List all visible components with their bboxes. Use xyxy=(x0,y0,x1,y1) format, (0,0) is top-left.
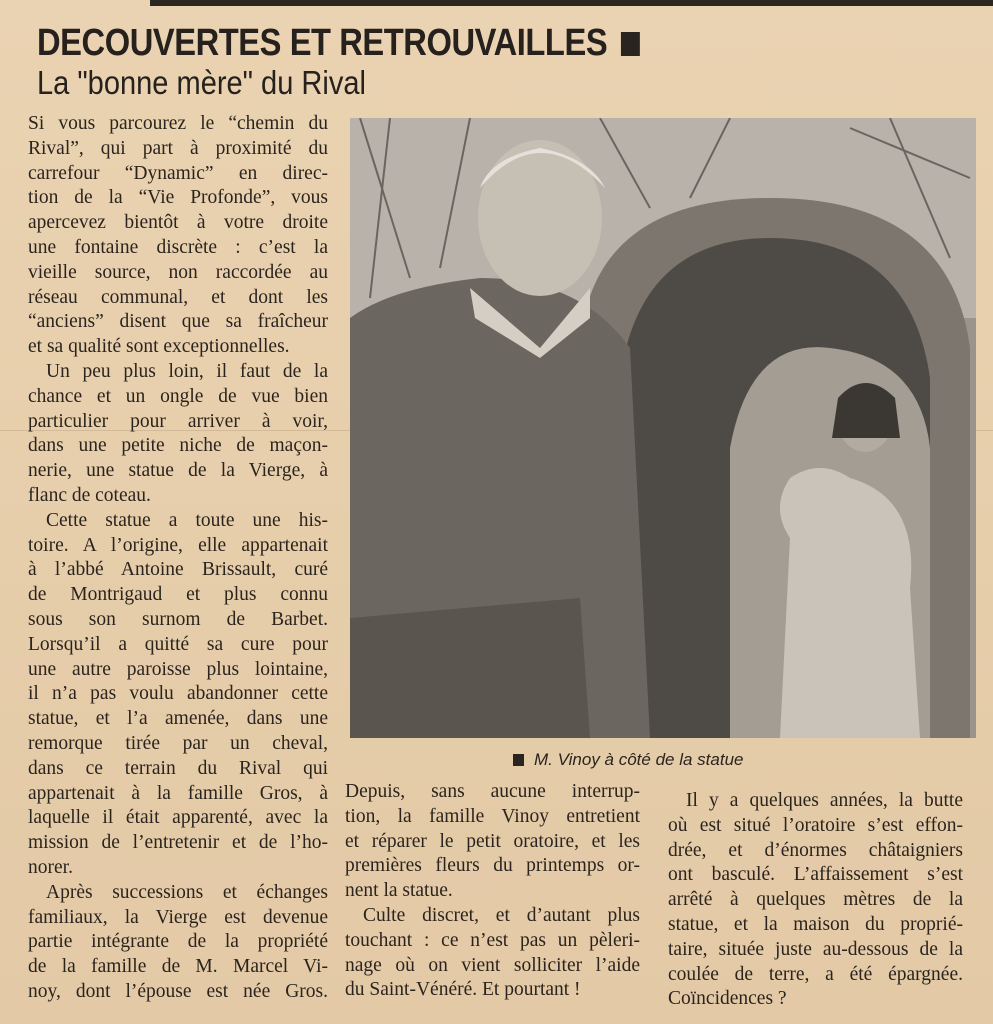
text-line: vieille source, non raccordée au xyxy=(28,261,328,283)
photo-man-beside-statue xyxy=(350,118,976,738)
text-line: premières fleurs du printemps or- xyxy=(345,855,640,877)
text-line: de Montrigaud et plus connu xyxy=(28,584,328,606)
text-line: et réparer le petit oratoire, et les xyxy=(345,830,640,852)
text-line: il n’a pas voulu abandonner cette xyxy=(28,683,328,705)
text-line: arrêté à quelques mètres de la xyxy=(668,889,963,911)
top-rule xyxy=(150,0,993,6)
column-middle xyxy=(345,780,640,1003)
text-line: Coïncidences ? xyxy=(668,988,787,1010)
text-line: Cette statue a toute une his- xyxy=(46,509,328,531)
column-right xyxy=(668,789,963,1012)
caption-text: M. Vinoy à côté de la statue xyxy=(534,750,744,769)
text-line: particulier pour arriver à voir, xyxy=(28,410,328,432)
headline xyxy=(37,22,640,65)
text-line: Culte discret, et d’autant plus xyxy=(363,904,640,926)
text-line: Après successions et échanges xyxy=(46,881,328,903)
subtitle: La "bonne mère" du Rival xyxy=(37,64,366,101)
text-line: touchant : ce n’est pas un pèleri- xyxy=(345,929,640,951)
text-line: apercevez bientôt à votre droite xyxy=(28,212,328,234)
text-line: où est situé l’oratoire s’est effon- xyxy=(668,814,963,836)
square-bullet-icon xyxy=(513,754,524,766)
square-bullet-icon xyxy=(621,32,640,56)
text-line: partie intégrante de la propriété xyxy=(28,931,328,953)
text-line: Lorsqu’il a quitté sa cure pour xyxy=(28,633,328,655)
text-line: Un peu plus loin, il faut de la xyxy=(46,360,328,382)
text-line: nerie, une statue de la Vierge, à xyxy=(28,460,328,482)
text-line: réseau communal, et dont les xyxy=(28,286,328,308)
text-line: ont basculé. L’affaissement s’est xyxy=(668,864,963,886)
text-line: Il y a quelques années, la butte xyxy=(686,790,963,811)
text-line: mission de l’entretenir et de l’ho- xyxy=(28,832,328,854)
text-line: dans une petite niche de maçon- xyxy=(28,435,328,457)
text-line: norer. xyxy=(28,856,73,878)
text-line: et sa qualité sont exceptionnelles. xyxy=(28,336,290,358)
text-line: nent la statue. xyxy=(345,880,453,902)
text-line: chance et un ongle de vue bien xyxy=(28,385,328,407)
text-line: statue, et la maison du proprié- xyxy=(668,913,963,935)
text-line: taire, située juste au-dessous de la xyxy=(668,938,963,960)
text-line: appartenait à la famille Gros, à xyxy=(28,782,328,804)
text-line: tion, la famille Vinoy entretient xyxy=(345,805,640,827)
text-line: dans ce terrain du Rival qui xyxy=(28,757,328,779)
text-line: flanc de coteau. xyxy=(28,484,151,506)
text-line: “anciens” disent que sa fraîcheur xyxy=(28,311,328,333)
text-line: remorque tirée par un cheval, xyxy=(28,732,328,754)
text-line: statue, et l’a amenée, dans une xyxy=(28,708,328,730)
text-line: sous son surnom de Barbet. xyxy=(28,608,328,630)
text-line: Depuis, sans aucune interrup- xyxy=(345,781,640,802)
text-line: coulée de terre, a été épargnée. xyxy=(668,963,963,985)
photo-illustration xyxy=(350,118,976,738)
text-line: noy, dont l’épouse est née Gros. xyxy=(28,980,328,1002)
column-left xyxy=(28,112,328,1005)
text-line: laquelle il était apparenté, avec la xyxy=(28,807,328,829)
photo-caption xyxy=(513,750,743,770)
text-line: carrefour “Dynamic” en direc- xyxy=(28,162,328,184)
text-line: familiaux, la Vierge est devenue xyxy=(28,906,328,928)
text-line: tion de la “Vie Profonde”, vous xyxy=(28,187,328,209)
text-line: de la famille de M. Marcel Vi- xyxy=(28,956,328,978)
text-line: drée, et d’énormes châtaigniers xyxy=(668,839,963,861)
text-line: une autre paroisse plus lointaine, xyxy=(28,658,328,680)
text-line: à l’abbé Antoine Brissault, curé xyxy=(28,559,328,581)
text-line: du Saint-Vénéré. Et pourtant ! xyxy=(345,979,581,1001)
text-line: nage où on vient solliciter l’aide xyxy=(345,954,640,976)
text-line: Si vous parcourez le “chemin du xyxy=(28,113,328,134)
text-line: une fontaine discrète : c’est la xyxy=(28,236,328,258)
text-line: toire. A l’origine, elle appartenait xyxy=(28,534,328,556)
headline-text: DECOUVERTES ET RETROUVAILLES xyxy=(37,22,608,64)
text-line: Rival”, qui part à proximité du xyxy=(28,137,328,159)
